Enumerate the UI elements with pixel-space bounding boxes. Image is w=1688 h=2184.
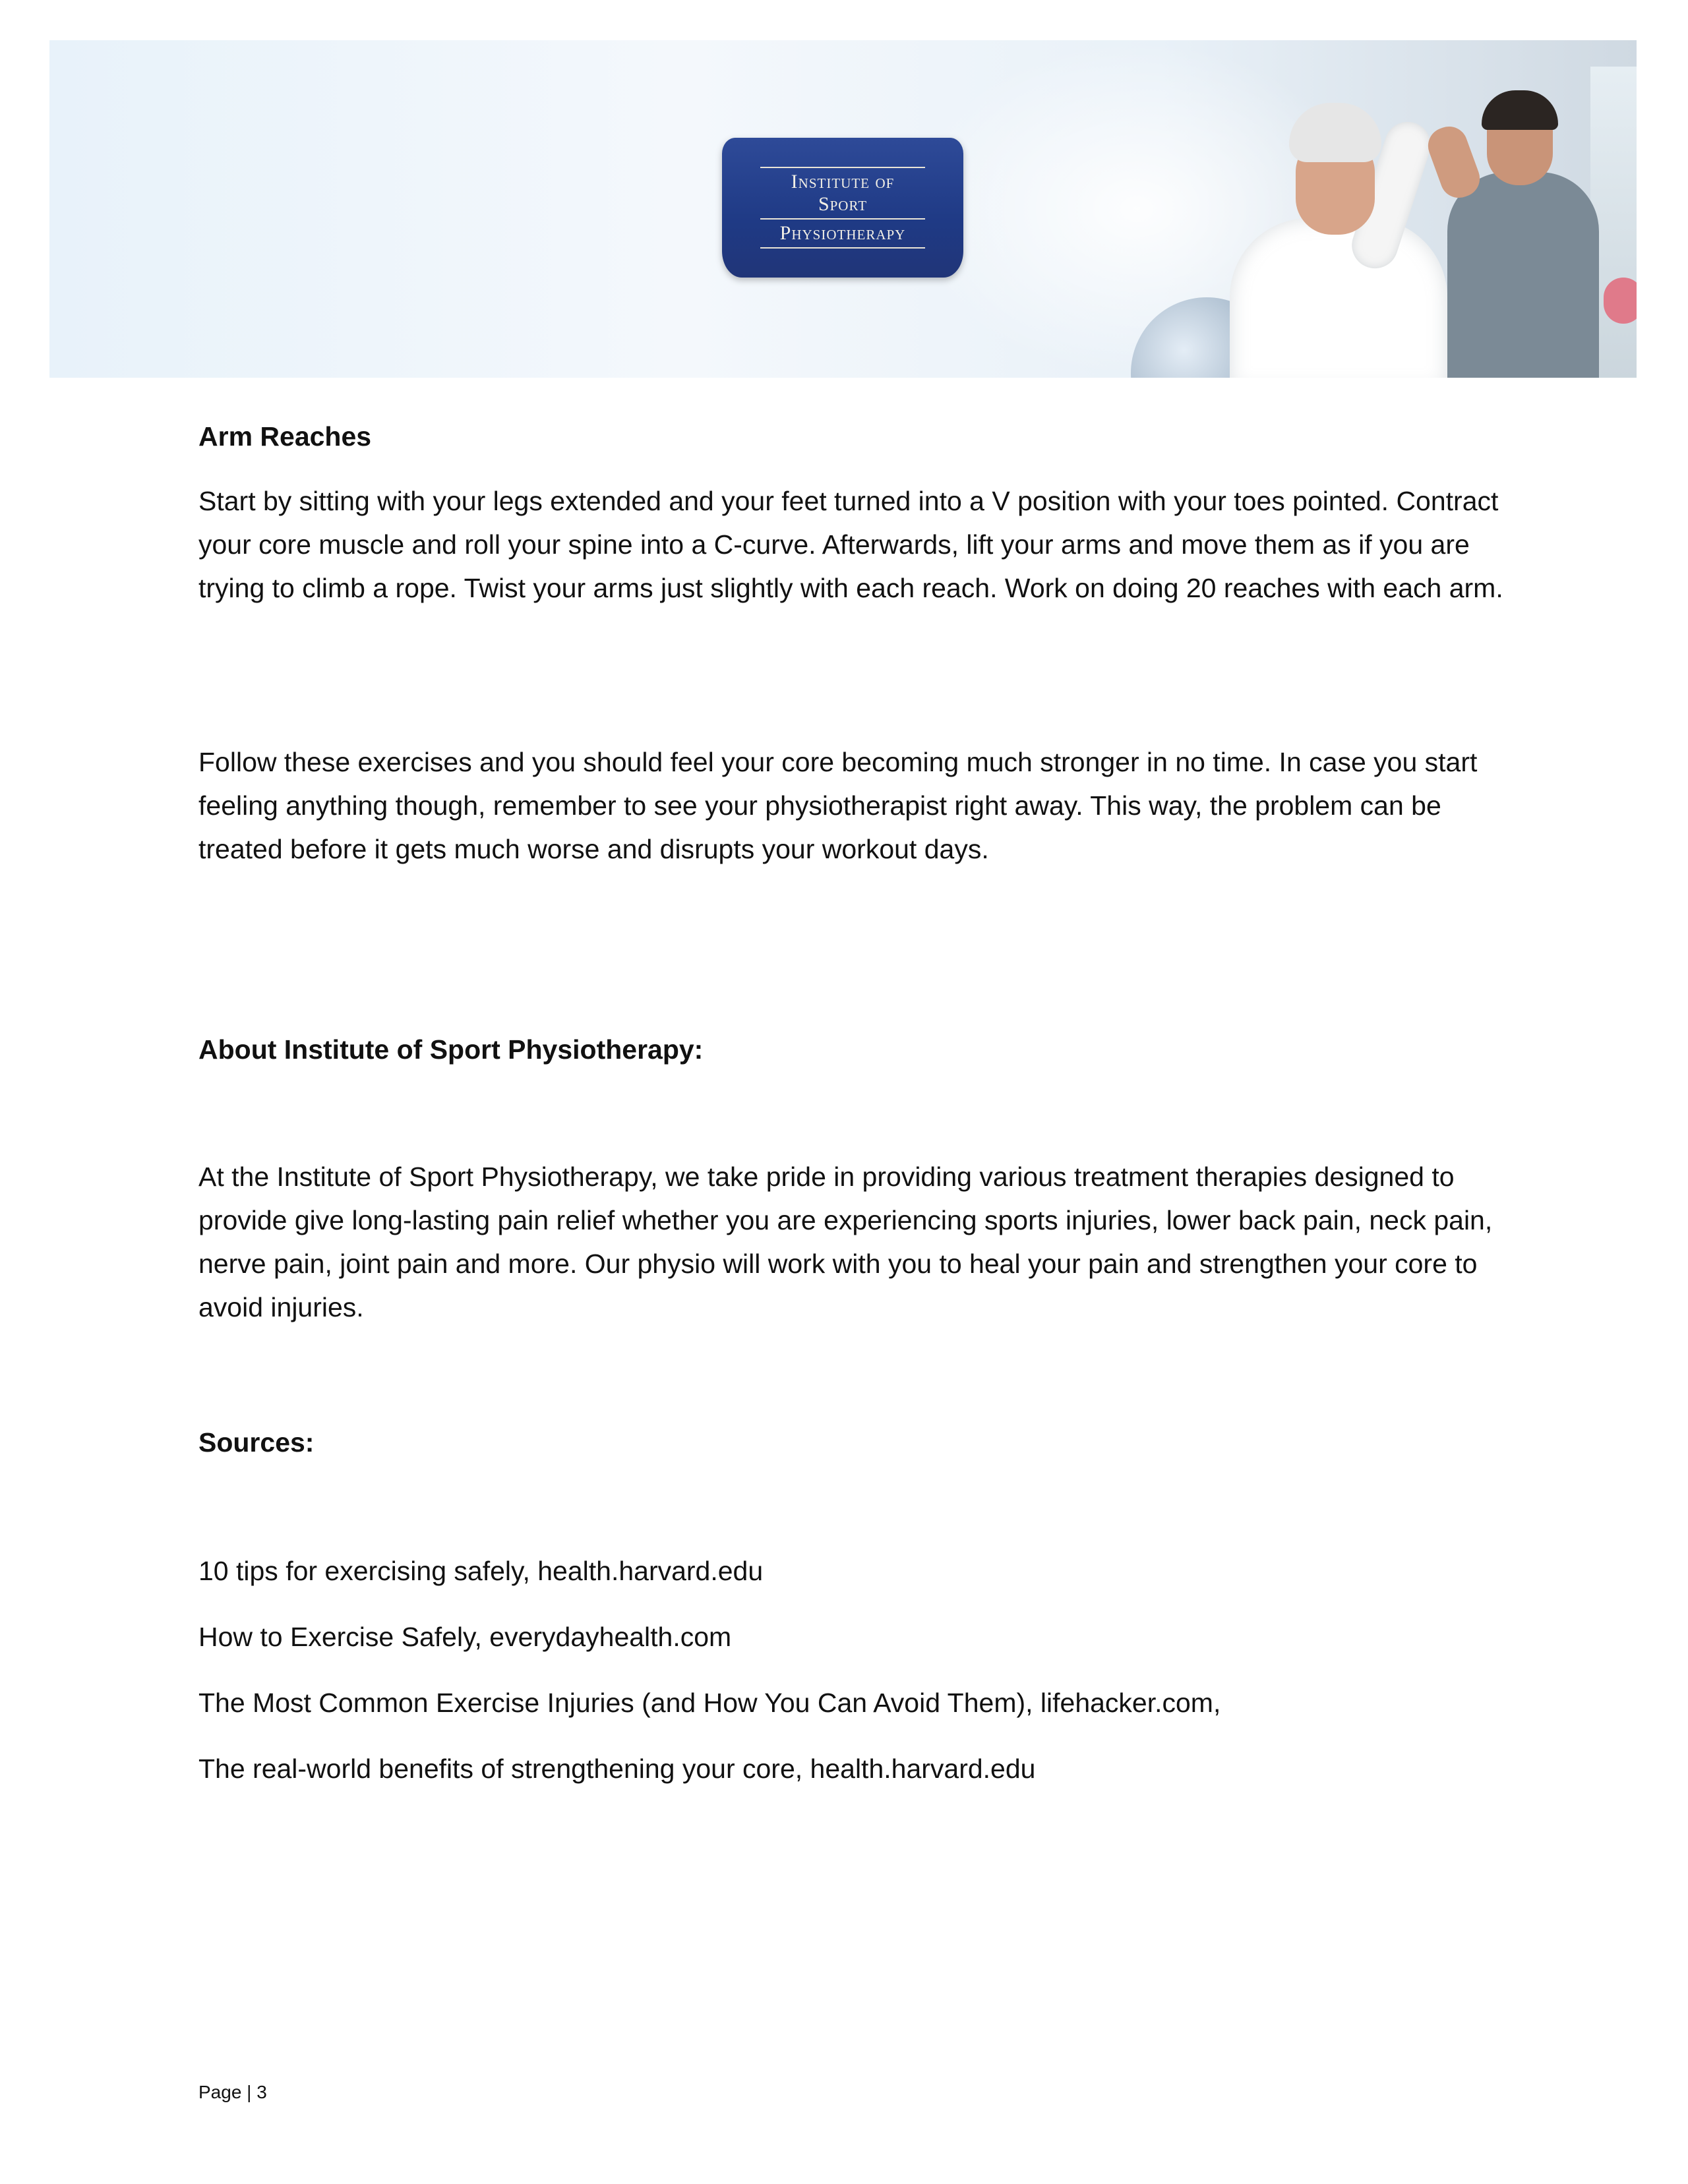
patient-figure <box>1230 218 1447 378</box>
about-paragraph: At the Institute of Sport Physiotherapy, we take pride in providing various treatment therapies designed to provide give long-lasting pain relief whether you are experiencing sports injuries, lower back pain, neck pain, nerve pain, joint pain and more. Our physio will work with you to heal your pain and strengthen your core to avoid injuries. <box>198 1162 1493 1322</box>
source-item: How to Exercise Safely, everydayhealth.com <box>198 1622 732 1652</box>
closing-paragraph: Follow these exercises and you should feel your core becoming much stronger in no time. In case you start feeling anything though, remember to see your physiotherapist right away. This way, the problem can be treated before it gets much worse and disrupts your workout days. <box>198 747 1478 864</box>
therapist-hair <box>1482 90 1558 130</box>
logo-rule <box>760 247 925 249</box>
logo-rule <box>760 218 925 220</box>
arm-reaches-paragraph: Start by sitting with your legs extended and your feet turned into a V position with your toes pointed. Contract your core muscle and roll your spine into a C-curve. Afterwards, lift your arms and move them as if you are trying to climb a rope. Twist your arms just slightly with each reach. Work on doing 20 reaches with each arm. <box>198 486 1503 603</box>
header-banner <box>49 40 1637 378</box>
logo-line-1: Institute of <box>791 171 895 192</box>
logo-line-2: Sport <box>818 193 868 215</box>
source-item: 10 tips for exercising safely, health.harvard.edu <box>198 1556 764 1586</box>
source-item: The real-world benefits of strengthening your core, health.harvard.edu <box>198 1754 1036 1784</box>
about-heading: About Institute of Sport Physiotherapy: <box>198 1034 704 1065</box>
logo-line-3: Physiotherapy <box>779 222 906 244</box>
source-item: The Most Common Exercise Injuries (and How You Can Avoid Them), lifehacker.com, <box>198 1688 1221 1718</box>
institute-logo <box>722 138 963 278</box>
arm-reaches-heading: Arm Reaches <box>198 421 372 452</box>
therapist-figure <box>1447 172 1599 378</box>
page-number: Page | 3 <box>198 2082 267 2102</box>
logo-rule <box>760 167 925 168</box>
sources-heading: Sources: <box>198 1427 315 1458</box>
pink-object <box>1604 278 1637 324</box>
